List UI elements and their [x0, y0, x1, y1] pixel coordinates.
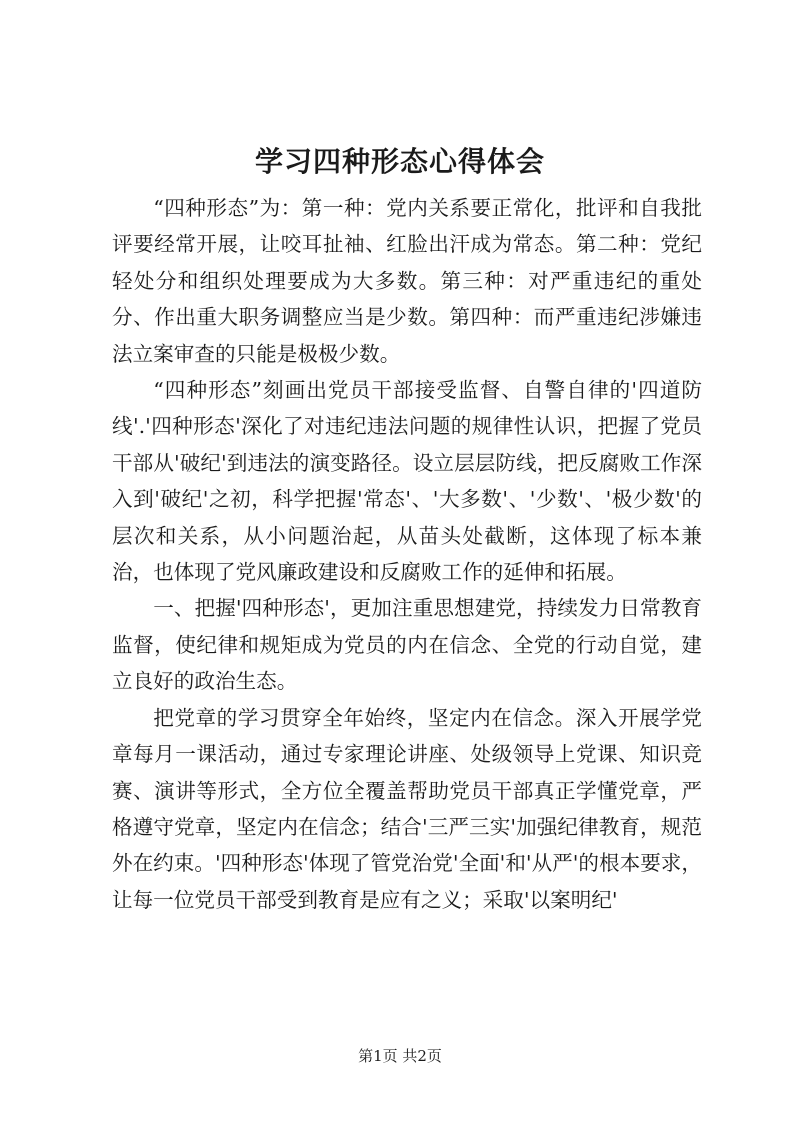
document-body	[112, 190, 702, 918]
paragraph-4: 把党章的学习贯穿全年始终，坚定内在信念。深入开展学党章每月一课活动，通过专家理论讲座、处级领导上党课、知识竞赛、演讲等形式，全方位全覆盖帮助党员干部真正学懂党章，严格遵守党章，坚定内在信念；结合'三严三实'加强纪律教育，规范外在约束。'四种形态'体现了管党治党'全面'和'从严'的根本要求，让每一位党员干部受到教育是应有之义；采取'以案明纪'	[112, 705, 702, 912]
paragraph-2: “四种形态”刻画出党员干部接受监督、自警自律的'四道防线'.'四种形态'深化了对违纪违法问题的规律性认识，把握了党员干部从'破纪'到违法的演变路径。设立层层防线，把反腐败工作深入到'破纪'之初，科学把握'常态'、'大多数'、'少数'、'极少数'的层次和关系，从小问题治起，从苗头处截断，这体现了标本兼治，也体现了党风廉政建设和反腐败工作的延伸和拓展。	[112, 378, 702, 585]
document-title: 学习四种形态心得体会	[254, 145, 545, 178]
paragraph-1: “四种形态”为：第一种：党内关系要正常化，批评和自我批评要经常开展，让咬耳扯袖、红脸出汗成为常态。第二种：党纪轻处分和组织处理要成为大多数。第三种：对严重违纪的重处分、作出重大职务调整应当是少数。第四种：而严重违纪涉嫌违法立案审查的只能是极极少数。	[112, 196, 702, 366]
page-number-footer: 第1页 共2页	[358, 1047, 442, 1065]
paragraph-3: 一、把握'四种形态'，更加注重思想建党，持续发力日常教育监督，使纪律和规矩成为党员的内在信念、全党的行动自觉，建立良好的政治生态。	[112, 596, 702, 694]
